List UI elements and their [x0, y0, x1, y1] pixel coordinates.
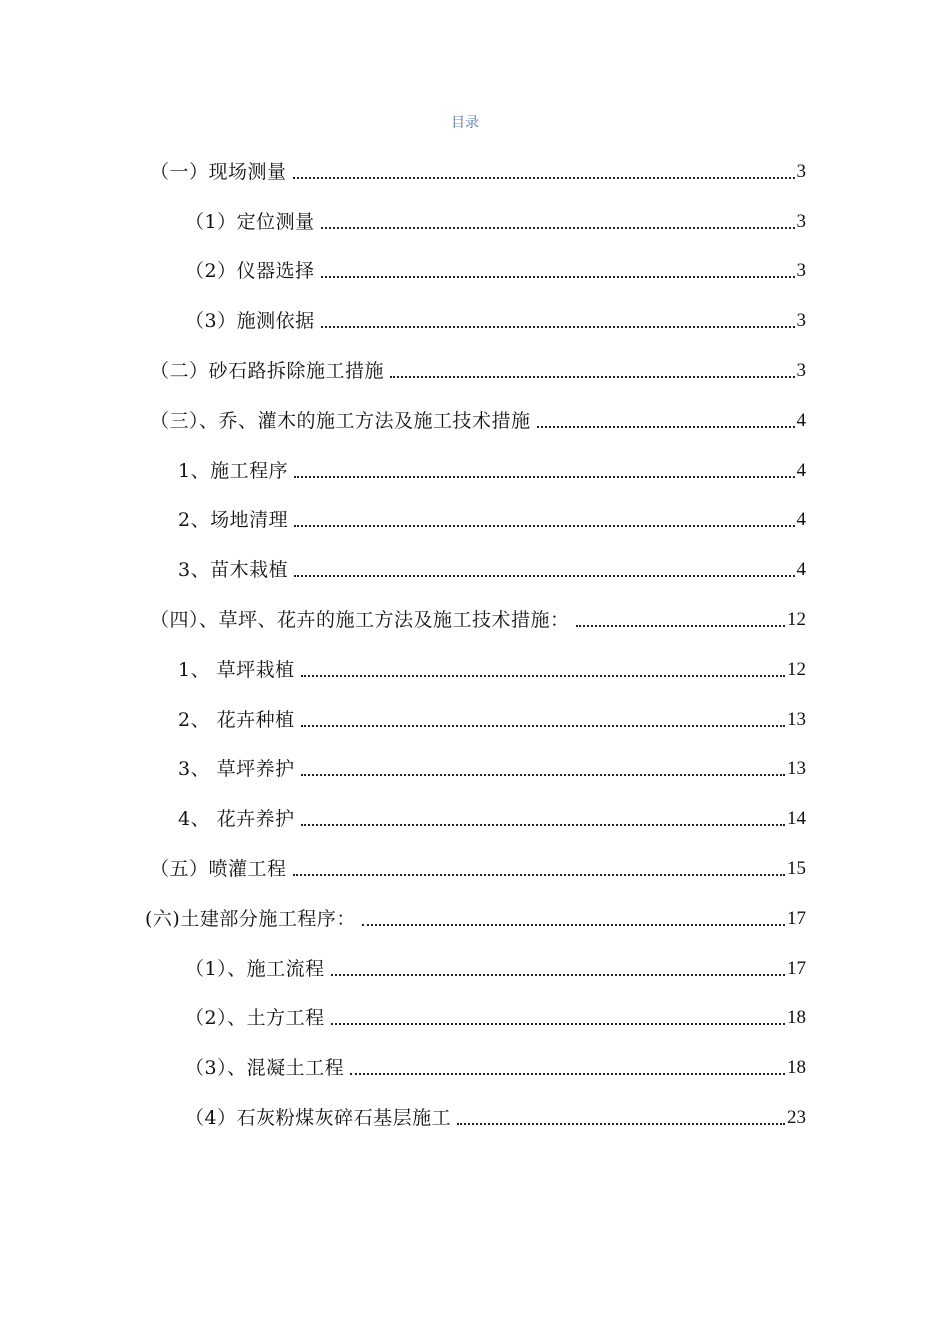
toc-page-number: 15: [787, 858, 806, 880]
toc-page-number: 23: [787, 1107, 806, 1129]
toc-entry[interactable]: [0, 147, 950, 197]
toc-page-number: 18: [787, 1007, 806, 1029]
toc-list: [0, 147, 950, 1143]
toc-dot-leader: [293, 857, 785, 881]
toc-entry[interactable]: [0, 296, 950, 346]
toc-dot-leader: [457, 1106, 785, 1130]
toc-entry[interactable]: [0, 745, 950, 795]
toc-dot-leader: [301, 757, 785, 781]
toc-entry[interactable]: [0, 197, 950, 247]
toc-entry[interactable]: [0, 346, 950, 396]
toc-entry[interactable]: [0, 794, 950, 844]
toc-dot-leader: [294, 508, 794, 532]
toc-entry[interactable]: [0, 1043, 950, 1093]
toc-dot-leader: [362, 907, 785, 931]
toc-dot-leader: [301, 807, 785, 831]
toc-entry-text: （2）、土方工程: [185, 1007, 325, 1030]
toc-entry-text: 1、施工程序: [178, 459, 289, 482]
toc-page-number: 12: [787, 658, 806, 680]
toc-entry[interactable]: [0, 994, 950, 1044]
toc-dot-leader: [331, 957, 785, 981]
toc-dot-leader: [321, 309, 795, 333]
toc-page-number: 17: [787, 907, 806, 929]
toc-entry[interactable]: [0, 695, 950, 745]
toc-dot-leader: [321, 210, 795, 234]
toc-dot-leader: [293, 160, 795, 184]
toc-entry-text: （五）喷灌工程: [150, 858, 287, 881]
toc-dot-leader: [576, 608, 785, 632]
toc-entry[interactable]: [0, 545, 950, 595]
toc-entry-text: （3）施测依据: [185, 310, 315, 333]
toc-entry-text: （4）石灰粉煤灰碎石基层施工: [185, 1107, 452, 1130]
toc-entry[interactable]: [0, 446, 950, 496]
toc-dot-leader: [301, 658, 785, 682]
toc-entry[interactable]: [0, 595, 950, 645]
toc-page-number: 3: [796, 260, 806, 282]
toc-page-number: 4: [796, 459, 806, 481]
toc-page-number: 13: [787, 708, 806, 730]
toc-page-number: 4: [796, 559, 806, 581]
toc-entry-text: （1）定位测量: [185, 210, 315, 233]
toc-page-number: 3: [796, 210, 806, 232]
toc-page-number: 17: [787, 957, 806, 979]
toc-page-number: 3: [796, 360, 806, 382]
toc-page-number: 4: [796, 409, 806, 431]
toc-entry[interactable]: [0, 496, 950, 546]
toc-dot-leader: [350, 1056, 785, 1080]
toc-entry-text: 2、 花卉种植: [178, 708, 295, 731]
toc-entry-text: （1）、施工流程: [185, 957, 325, 980]
toc-page-number: 4: [796, 509, 806, 531]
toc-entry[interactable]: [0, 944, 950, 994]
toc-dot-leader: [537, 409, 795, 433]
toc-entry-text: 3、 草坪养护: [178, 758, 295, 781]
toc-dot-leader: [390, 359, 794, 383]
toc-entry-text: 2、场地清理: [178, 509, 289, 532]
toc-dot-leader: [331, 1006, 785, 1030]
toc-entry-text: （一）现场测量: [150, 160, 287, 183]
toc-entry-text: （2）仪器选择: [185, 260, 315, 283]
toc-dot-leader: [294, 459, 794, 483]
toc-title: 目录: [451, 115, 479, 131]
toc-dot-leader: [294, 558, 794, 582]
toc-entry-text: （四）、草坪、花卉的施工方法及施工技术措施：: [150, 609, 570, 632]
toc-dot-leader: [301, 708, 785, 732]
toc-page-number: 18: [787, 1057, 806, 1079]
toc-page-number: 12: [787, 609, 806, 631]
toc-page-number: 3: [796, 160, 806, 182]
toc-entry-text: （二）砂石路拆除施工措施: [150, 360, 385, 383]
toc-entry-text: （3）、混凝土工程: [185, 1057, 345, 1080]
toc-entry-text: (六)土建部分施工程序：: [145, 907, 356, 930]
toc-entry[interactable]: [0, 645, 950, 695]
toc-dot-leader: [321, 259, 795, 283]
toc-entry[interactable]: [0, 1093, 950, 1143]
toc-entry-text: 3、苗木栽植: [178, 559, 289, 582]
toc-page-number: 13: [787, 758, 806, 780]
toc-entry[interactable]: [0, 894, 950, 944]
toc-entry[interactable]: [0, 247, 950, 297]
toc-entry[interactable]: [0, 844, 950, 894]
toc-entry-text: （三）、乔、灌木的施工方法及施工技术措施: [150, 409, 531, 432]
toc-entry[interactable]: [0, 396, 950, 446]
toc-entry-text: 1、 草坪栽植: [178, 658, 295, 681]
toc-entry-text: 4、 花卉养护: [178, 808, 295, 831]
toc-page-number: 3: [796, 310, 806, 332]
toc-page-number: 14: [787, 808, 806, 830]
